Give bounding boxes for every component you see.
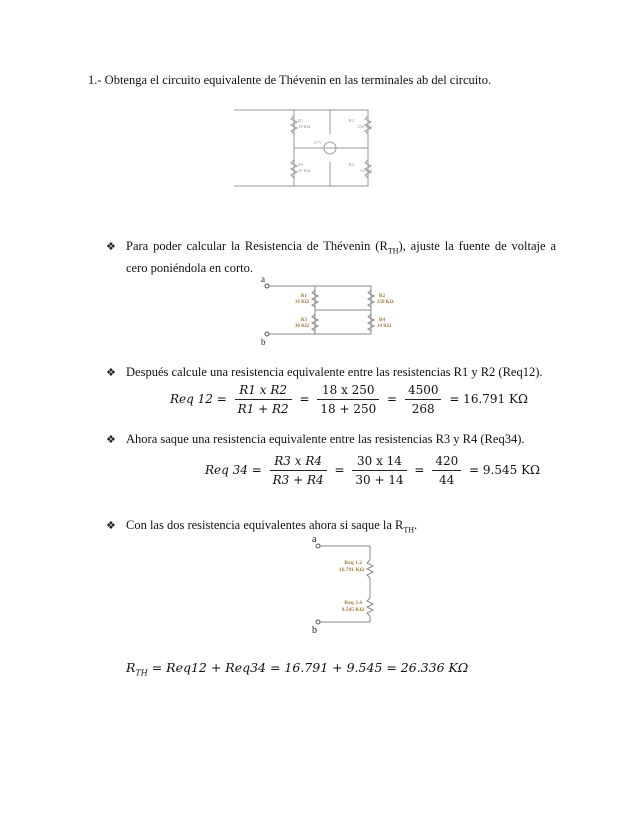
step4-text-pre: Con las dos resistencia equivalentes ahora si saque la R — [126, 518, 404, 532]
fig3-req34-value: 9.545 KΩ — [341, 607, 364, 613]
final-expression: = Req12 + Req34 = 16.791 + 9.545 = 26.336 KΩ — [147, 660, 469, 675]
eq12-lhs: Req 12 = — [170, 392, 227, 406]
fig3-req34-label: Req 3.4 — [344, 600, 362, 606]
fig2-r1-label: R1 — [300, 294, 307, 299]
eq12-result: = 16.791 KΩ — [449, 392, 528, 406]
step1-text — [126, 238, 556, 277]
bullet-icon: ❖ — [106, 520, 116, 532]
fig1-r2-label: R2 — [348, 118, 354, 123]
fig1-r2-value: 250 KΩ — [357, 124, 372, 129]
fig1-r1-label: R1 — [298, 118, 304, 123]
fig1-r4-value: 14 KΩ — [359, 168, 372, 173]
fig3-terminal-a: a — [312, 534, 317, 545]
fig2-r1-value: 18 KΩ — [294, 300, 309, 305]
fig2-r3-value: 30 KΩ — [294, 324, 309, 329]
step3-text: Ahora saque una resistencia equivalente entre las resistencias R3 y R4 (Req34). — [126, 432, 525, 446]
bullet-icon: ❖ — [106, 367, 116, 379]
fig2-r2-value: 250 KΩ — [377, 300, 394, 305]
fig2-terminal-a: a — [261, 274, 265, 284]
fig1-r3-value: 30 KΩ — [298, 168, 311, 173]
step1-text-pre: Para poder calcular la Resistencia de Thévenin (R — [126, 239, 388, 253]
bullet-icon: ❖ — [106, 241, 116, 253]
circuit-figure-original — [228, 104, 384, 194]
final-r: R — [126, 660, 136, 675]
step4-subscript: TH — [403, 525, 415, 535]
eq34-result: = 9.545 KΩ — [469, 463, 540, 477]
fig2-r3-label: R3 — [300, 318, 307, 323]
step1-subscript: TH — [387, 246, 399, 256]
eq12-fraction-simplified: $\frac{4500}{268}$ — [405, 383, 442, 416]
problem-statement: 1.- Obtenga el circuito equivalente de Thévenin en las terminales ab del circuito. — [88, 73, 492, 87]
fig1-r1-value: 18 KΩ — [298, 124, 311, 129]
fig2-r4-label: R4 — [379, 318, 386, 323]
fig3-terminal-b: b — [312, 625, 317, 634]
equation-req34: Req 34 = $\frac{\text{R3 x R4}}{R3 + R4}$ = $\frac{30 x 14}{30 + 14}$ = $\frac{420}{44}$ = 9.545 KΩ — [205, 454, 540, 487]
bullet-icon: ❖ — [106, 434, 116, 446]
fig2-r4-value: 14 KΩ — [377, 324, 392, 329]
eq34-fraction-values: $\frac{30 x 14}{30 + 14}$ — [352, 454, 406, 487]
eq12-fraction-symbolic: $\frac{\text{R1 x R2}}{R1 + R2}$ — [235, 383, 292, 416]
eq34-lhs: Req 34 = — [205, 463, 262, 477]
fig1-r4-label: R4 — [348, 162, 354, 167]
circuit-figure-equivalent — [306, 534, 396, 634]
equation-req12: Req 12 = $\frac{\text{R1 x R2}}{R1 + R2}$ = $\frac{18 x 250}{18 + 250}$ = $\frac{4500}{268}$ = 16.791 KΩ — [170, 383, 528, 416]
fig1-source-value: 15 V — [313, 140, 322, 145]
final-rth-equation — [126, 660, 468, 678]
eq34-fraction-symbolic: $\frac{\text{R3 x R4}}{R3 + R4}$ — [270, 454, 327, 487]
circuit-figure-shorted — [255, 272, 415, 346]
eq12-fraction-values: $\frac{18 x 250}{18 + 250}$ — [317, 383, 379, 416]
step2-text: Después calcule una resistencia equivalente entre las resistencias R1 y R2 (Req12). — [126, 365, 543, 379]
fig1-r3-label: R3 — [298, 162, 304, 167]
fig2-r2-label: R2 — [379, 294, 386, 299]
fig3-req12-label: Req 1.2 — [344, 560, 362, 566]
step4-text-post: . — [414, 518, 418, 532]
final-subscript: TH — [135, 668, 148, 678]
step1-text-post: ), ajuste la fuente de voltaje a cero poniéndola en corto. — [126, 239, 556, 275]
eq34-fraction-simplified: $\frac{420}{44}$ — [432, 454, 461, 487]
fig3-req12-value: 16.791 KΩ — [338, 567, 364, 573]
fig2-terminal-b: b — [261, 337, 266, 346]
